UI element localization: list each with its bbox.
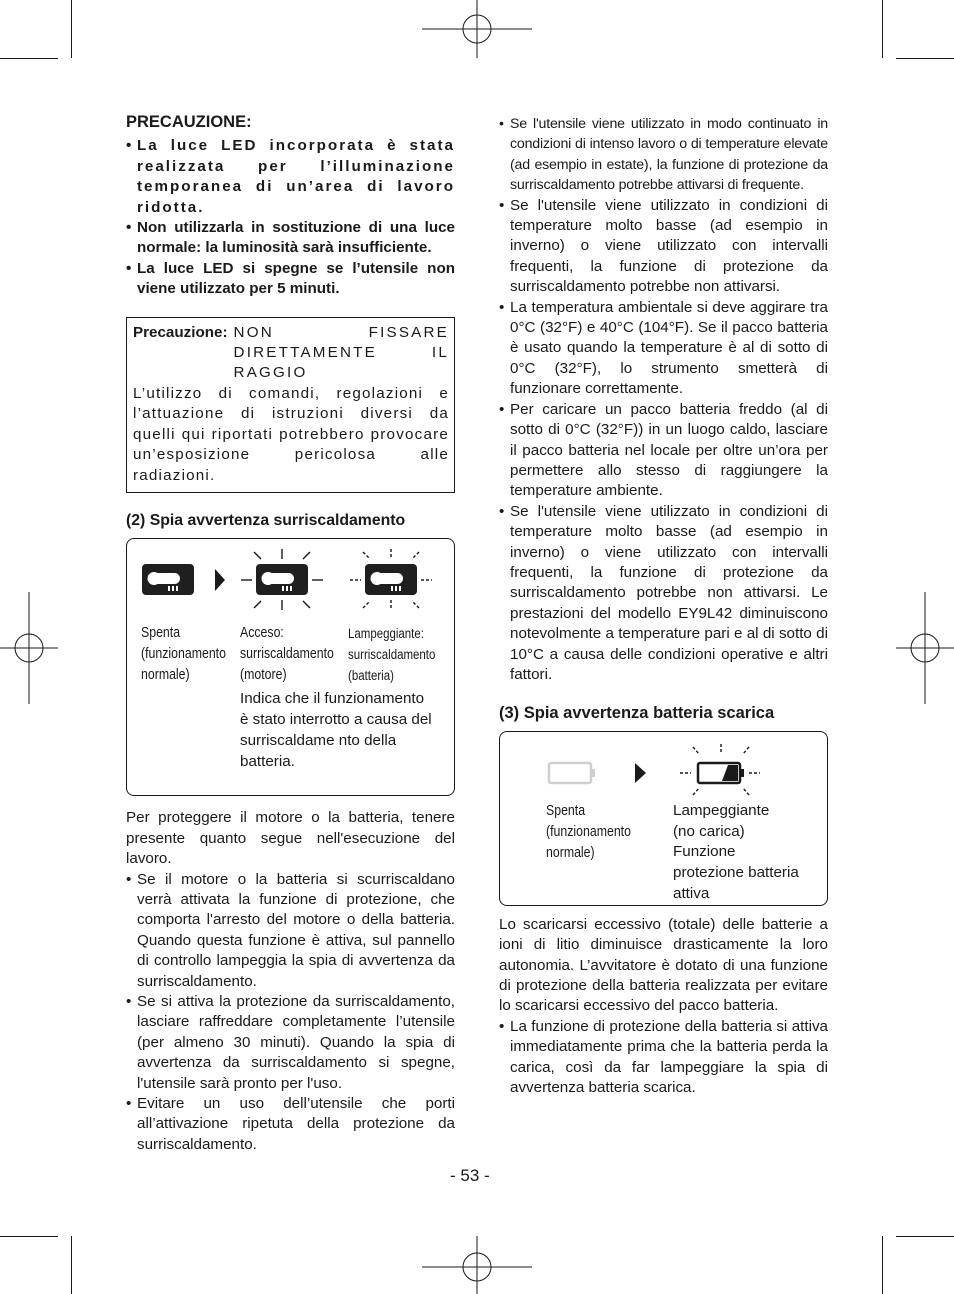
crop-mark [71, 1236, 72, 1294]
crop-mark [71, 0, 72, 58]
registration-mark-right [896, 592, 954, 704]
page-number: - 53 - [450, 1166, 490, 1185]
thermometer-blink-icon [350, 549, 432, 610]
crop-mark [0, 58, 58, 59]
arrow-icon [215, 569, 225, 591]
caution-value: NON FISSARE DIRETTAMENTE IL RAGGIO [233, 323, 449, 382]
caution-box [126, 317, 455, 493]
precauzione-heading: PRECAUZIONE: [126, 113, 252, 131]
list-item: • Per caricare un pacco batteria freddo (al di sotto di 0°C (32°F)) in un luogo caldo, lasciare il pacco batteria nel locale per oltre un’ora per permettere allo stesso di raggiungere la temperature ambiente. [499, 400, 828, 502]
battery-intro: Lo scaricarsi eccessivo (totale) delle batterie a ioni di litio diminuisce drasticamente la loro autonomia. L’avvitatore è dotato di una funzione di protezione della batteria realizzata per evitare lo scaricarsi eccessivo del pacco batteria. [499, 915, 828, 1015]
registration-mark-bottom [422, 1236, 532, 1294]
temperature-list [499, 114, 828, 685]
list-item: • Se l'utensile viene utilizzato in condizioni di temperature molto basse (ad esempio in inverno) o viene utilizzato con intervalli frequenti, la funzione di protezione da surriscaldamento potrebbe non attivarsi. Le prestazioni del modello EY9L42 diminuiscono notevolmente a temperature pari e al di sotto di 10°C a causa delle condizioni operative e altri fattori. [499, 502, 828, 686]
list-item: • La funzione di protezione della batteria si attiva immediatamente prima che la batteria perda la carica, così da far lampeggiare la spia di avvertenza batteria scarica. [499, 1017, 828, 1099]
label-blink: Lampeggiante: surriscaldamento (batteria) [348, 626, 436, 684]
list-item: • La luce LED incorporata è stata realizzata per l’illuminazione temporanea di un’area di lavoro ridotta. [126, 136, 455, 218]
battery-panel [499, 731, 828, 906]
battery-heading: (3) Spia avvertenza batteria scarica [499, 704, 775, 723]
crop-mark [0, 1236, 58, 1237]
registration-mark-left [0, 592, 60, 704]
precauzione-list [126, 136, 455, 299]
list-item: • La temperatura ambientale si deve aggirare tra 0°C (32°F) e 40°C (104°F). Se il pacco batteria è usato quando la temperature è al di sotto di 0°C (32°F), lo strumento smetterà di funzionare correttamente. [499, 298, 828, 400]
battery-list [499, 1017, 828, 1099]
overheat-list [126, 870, 455, 1156]
list-item: • Se l'utensile viene utilizzato in condizioni di temperature molto basse (ad esempio in inverno) o viene utilizzato con intervalli frequenti, la funzione di protezione da surriscaldamento potrebbe non attivarsi. [499, 196, 828, 298]
right-column [499, 114, 828, 1098]
list-item: • La luce LED si spegne se l’utensile non viene utilizzato per 5 minuti. [126, 259, 455, 300]
battery-label-off: Spenta (funzionamento normale) [546, 802, 631, 861]
arrow-icon [635, 763, 646, 783]
caution-label: Precauzione: [133, 323, 228, 341]
label-off: Spenta (funzionamento normale) [141, 625, 226, 684]
overheat-indicator-icons [127, 539, 456, 629]
label-on: Acceso: surriscaldamento (motore) [240, 625, 334, 684]
thermometer-lit-icon [241, 549, 323, 610]
list-item: • Non utilizzarla in sostituzione di una luce normale: la luminosità sarà insufficiente. [126, 218, 455, 259]
overheat-intro: Per proteggere il motore o la batteria, tenere presente quanto segue nell'esecuzione del lavoro. [126, 809, 455, 868]
overheat-panel [126, 538, 455, 796]
list-item: • Se si attiva la protezione da surriscaldamento, lasciare raffreddare completamente l’utensile (per almeno 30 minuti). Quando la spia di avvertenza da surriscaldamento si spegne, l'utensile sarà pronto per l'uso. [126, 992, 455, 1094]
list-item: • Se l'utensile viene utilizzato in modo continuato in condizioni di intenso lavoro o di temperature elevate (ad esempio in estate), la funzione di protezione da surriscaldamento potrebbe attivarsi di frequente. [499, 114, 828, 196]
list-item: • Se il motore o la batteria si scurriscaldano verrà attivata la funzione di protezione, che comporta l'arresto del motore o della batteria. Quando questa funzione è attiva, sul pannello di controllo lampeggia la spia di avvertenza da surriscaldamento. [126, 870, 455, 992]
crop-mark [896, 1236, 954, 1237]
battery-empty-icon [549, 763, 595, 783]
list-item: • Evitare un uso dell’utensile che porti all’attivazione ripetuta della protezione da surriscaldamento. [126, 1094, 455, 1155]
registration-mark-top [422, 0, 532, 60]
left-column [126, 112, 455, 1155]
crop-mark [896, 58, 954, 59]
overheat-description: Indica che il funzionamento è stato interrotto a causa del surriscaldame nto della batteria. [240, 690, 432, 770]
overheat-heading: (2) Spia avvertenza surriscaldamento [126, 511, 406, 529]
caution-text: L’utilizzo di comandi, regolazioni e l’attuazione di istruzioni diversi da quelli qui riportati potrebbero provocare un’esposizione pericolosa alle radiazioni. [133, 384, 449, 484]
battery-blink-icon [680, 744, 760, 795]
caution-row [133, 323, 449, 384]
crop-mark [882, 1236, 883, 1294]
thermometer-icon [142, 564, 194, 595]
battery-label-blink: Lampeggiante (no carica) Funzione protezione batteria attiva [673, 801, 799, 902]
crop-mark [882, 0, 883, 58]
battery-indicator-icons [500, 732, 829, 804]
